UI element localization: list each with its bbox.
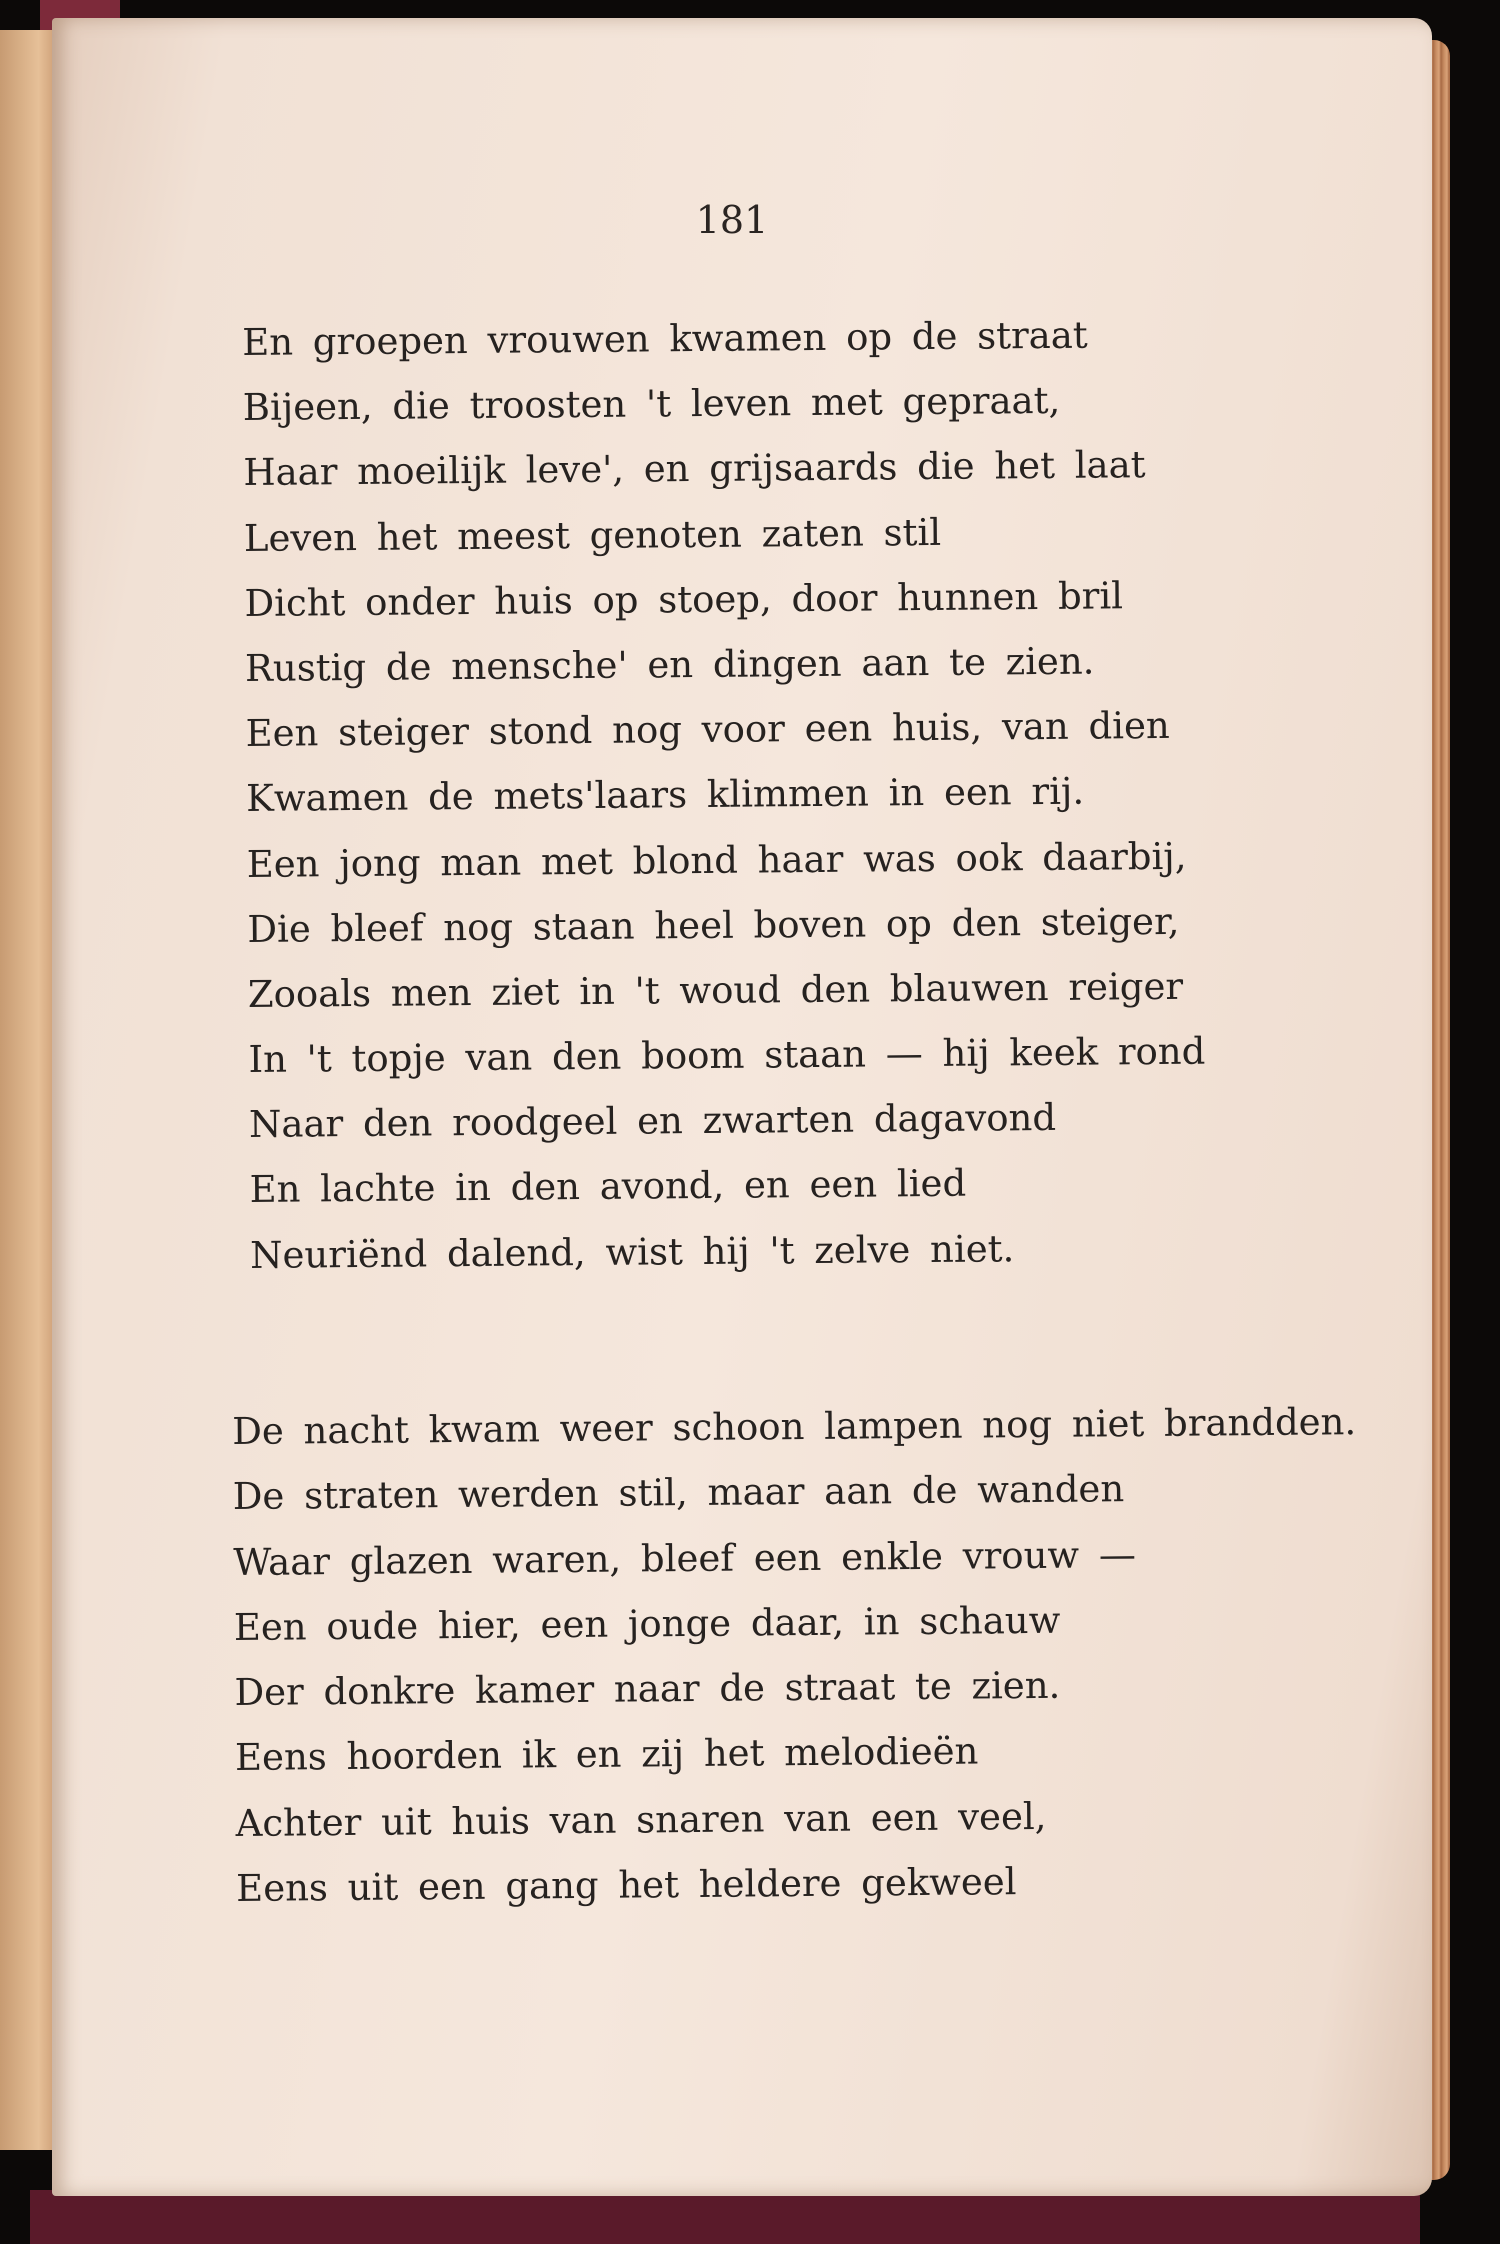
verse-line: Een jong man met blond haar was ook daarbij, xyxy=(246,834,1187,886)
verse-line: Dicht onder huis op stoep, door hunnen bril xyxy=(244,574,1124,625)
stanza-2 xyxy=(232,1397,1361,1929)
page-number: 181 xyxy=(695,198,769,242)
book-page xyxy=(52,18,1432,2196)
verse-line: Rustig de mensche' en dingen aan te zien. xyxy=(244,639,1095,690)
book-cover-bottom xyxy=(30,2190,1420,2244)
verse-line: Der donkre kamer naar de straat te zien. xyxy=(234,1663,1061,1715)
verse-line: Die bleef nog staan heel boven op den steiger, xyxy=(247,899,1180,951)
verse-line: De straten werden stil, maar aan de wanden xyxy=(232,1467,1125,1519)
verse-line: En lachte in den avond, en een lied xyxy=(249,1162,967,1212)
verse-line: Waar glazen waren, bleef een enkle vrouw — xyxy=(233,1532,1137,1584)
verse-line: Naar den roodgeel en zwarten dagavond xyxy=(248,1096,1057,1147)
verse-line: Eens hoorden ik en zij het melodieën xyxy=(234,1729,979,1780)
verse-line: Leven het meest genoten zaten stil xyxy=(243,510,942,560)
verse-line: Haar moeilijk leve', en grijsaards die het laat xyxy=(243,443,1146,495)
verse-line: En groepen vrouwen kwamen op de straat xyxy=(242,313,1088,364)
verse-line: Neuriënd dalend, wist hij 't zelve niet. xyxy=(249,1226,1015,1277)
verse-line: Achter uit huis van snaren van een veel, xyxy=(235,1794,1047,1845)
verse-line: Zooals men ziet in 't woud den blauwen reiger xyxy=(247,964,1184,1016)
verse-line: Een oude hier, een jonge daar, in schauw xyxy=(233,1598,1061,1649)
verse-line: De nacht kwam weer schoon lampen nog niet brandden. xyxy=(232,1400,1357,1453)
verse-line: Een steiger stond nog voor een huis, van dien xyxy=(245,704,1170,756)
verse-line: Kwamen de mets'laars klimmen in een rij. xyxy=(246,769,1085,821)
stanza-1 xyxy=(242,310,1207,1296)
verse-line: In 't topje van den boom staan — hij keek rond xyxy=(248,1029,1206,1082)
verse-line: Eens uit een gang het heldere gekweel xyxy=(236,1860,1017,1911)
verse-line: Bijeen, die troosten 't leven met gepraat, xyxy=(242,379,1061,430)
